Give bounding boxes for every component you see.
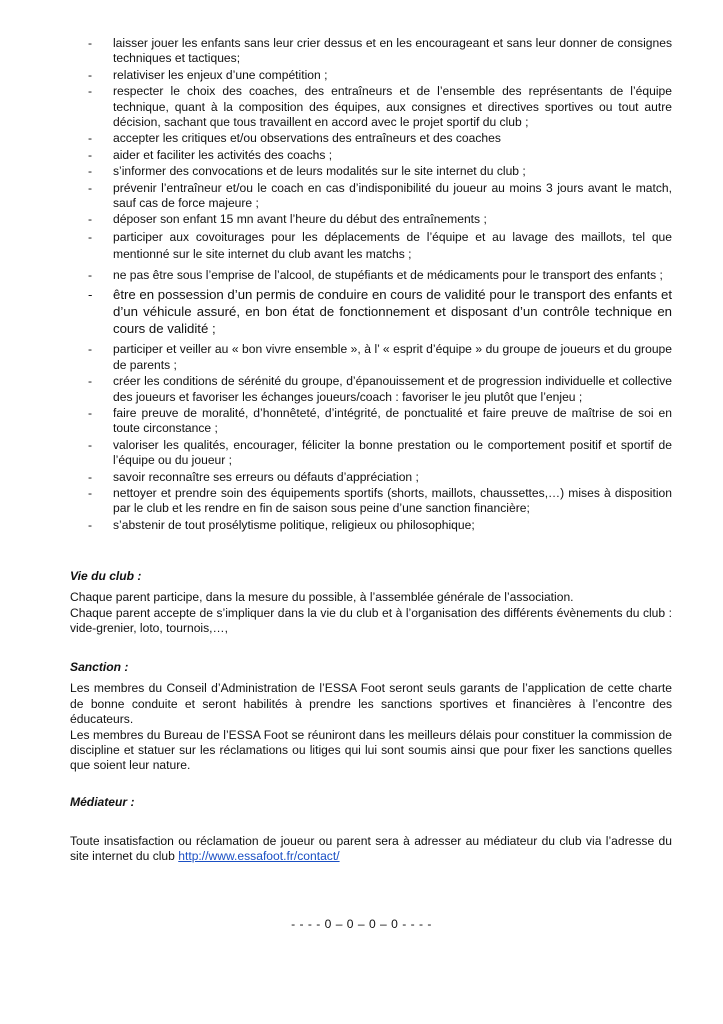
bullet-dash: - [88, 84, 93, 99]
list-item [70, 342, 672, 373]
bullet-dash: - [88, 67, 93, 82]
section-vie-du-club [70, 569, 672, 637]
list-item-text: prévenir l’entraîneur et/ou le coach en cas d’indisponibilité du joueur au moins 3 jours avant le match, sauf cas de force majeure ; [113, 180, 672, 211]
list-item [70, 406, 672, 437]
bullet-dash: - [88, 342, 93, 357]
bullet-dash: - [88, 131, 93, 146]
list-item-text: déposer son enfant 15 mn avant l’heure du début des entraînements ; [113, 212, 487, 227]
bullet-dash: - [88, 469, 93, 484]
rules-list [70, 36, 672, 534]
list-item [70, 229, 672, 263]
bullet-dash: - [88, 405, 93, 420]
list-item-text: valoriser les qualités, encourager, féliciter la bonne prestation ou le comportement positif et sportif de l’équipe ou du joueur ; [113, 437, 672, 468]
section-heading: Médiateur : [70, 795, 135, 809]
paragraph: Chaque parent participe, dans la mesure du possible, à l’assemblée générale de l’association. [70, 590, 574, 605]
list-item-text: savoir reconnaître ses erreurs ou défauts d’appréciation ; [113, 469, 419, 484]
list-item-text: relativiser les enjeux d’une compétition ; [113, 67, 328, 82]
bullet-dash: - [88, 517, 93, 532]
list-item-text: participer aux covoiturages pour les déplacements de l’équipe et au lavage des maillots, tel que mentionné sur le site internet du club avant les matchs ; [113, 229, 672, 261]
list-item [70, 131, 672, 146]
list-item [70, 486, 672, 517]
list-item [70, 268, 672, 283]
list-item [70, 36, 672, 67]
page-footer-separator: - - - - 0 – 0 – 0 – 0 - - - - [291, 917, 432, 931]
list-item [70, 286, 672, 337]
bullet-dash: - [88, 287, 93, 303]
list-item [70, 212, 672, 227]
list-item [70, 181, 672, 212]
bullet-dash: - [88, 164, 93, 179]
list-item-text: s’abstenir de tout prosélytisme politique, religieux ou philosophique; [113, 517, 475, 532]
bullet-dash: - [88, 374, 93, 389]
list-item-text: créer les conditions de sérénité du groupe, d’épanouissement et de progression individuelle et collective des joueurs et favoriser les échanges joueurs/coach : favoriser le jeu plutôt que l’enjeu ; [113, 374, 672, 404]
list-item-text: respecter le choix des coaches, des entraîneurs et de l’ensemble des représentants de l’équipe technique, quant à la composition des équipes, aux consignes et directives sportives ou tout autre décision, sachant que tous travaillent en accord avec le projet sportif du club ; [113, 84, 672, 130]
list-item-text: participer et veiller au « bon vivre ensemble », à l’ « esprit d’équipe » du groupe de joueurs et du groupe de parents ; [113, 342, 672, 372]
list-item-text: aider et faciliter les activités des coachs ; [113, 147, 333, 162]
mediateur-text: Toute insatisfaction ou réclamation de joueur ou parent sera à adresser au médiateur du club via l’adresse du site internet du club [70, 834, 672, 864]
bullet-dash: - [88, 36, 93, 50]
bullet-dash: - [88, 180, 93, 195]
list-item-text: s’informer des convocations et de leurs modalités sur le site internet du club ; [113, 164, 526, 179]
section-mediateur [70, 795, 672, 810]
list-item [70, 518, 672, 533]
list-item [70, 148, 672, 163]
paragraph: Les membres du Conseil d’Administration de l’ESSA Foot seront seuls garants de l’application de cette charte de bonne conduite et seront habilités à prendre les sanctions sportives et financières à l’encontre des éducateurs. [70, 681, 672, 727]
list-item-text: nettoyer et prendre soin des équipements sportifs (shorts, maillots, chaussettes,…) mises à disposition par le club et les rendre en fin de saison sous peine d’une sanction financière; [113, 485, 672, 516]
contact-link[interactable]: http://www.essafoot.fr/contact/ [178, 849, 340, 864]
list-item [70, 84, 672, 130]
bullet-dash: - [88, 267, 93, 282]
paragraph: Les membres du Bureau de l’ESSA Foot se réuniront dans les meilleurs délais pour constituer la commission de discipline et statuer sur les réclamations ou litiges qui lui sont soumis ainsi que pour fixer les sanctions quelles que soient leur nature. [70, 727, 672, 773]
list-item [70, 164, 672, 179]
bullet-dash: - [88, 229, 93, 244]
bullet-dash: - [88, 147, 93, 162]
bullet-dash: - [88, 437, 93, 452]
list-item-text: accepter les critiques et/ou observations des entraîneurs et des coaches [113, 131, 501, 146]
paragraph: Chaque parent accepte de s’impliquer dans la vie du club et à l’organisation des différents évènements du club : vide-grenier, loto, tournois,…, [70, 605, 672, 636]
list-item-text: être en possession d’un permis de conduire en cours de validité pour le transport des enfants et d’un véhicule assuré, en bon état de fonctionnement et disposant d’un contrôle technique en cours de validité ; [113, 287, 672, 337]
list-item [70, 374, 672, 405]
bullet-dash: - [88, 485, 93, 500]
list-item-text: laisser jouer les enfants sans leur crier dessus et en les encourageant et sans leur donner de consignes techniques et tactiques; [113, 36, 672, 66]
section-heading: Vie du club : [70, 569, 142, 583]
list-item-text: faire preuve de moralité, d’honnêteté, d’intégrité, de ponctualité et faire preuve de maîtrise de soi en toute circonstance ; [113, 405, 672, 436]
list-item-text: ne pas être sous l’emprise de l’alcool, de stupéfiants et de médicaments pour le transport des enfants ; [113, 267, 663, 282]
list-item [70, 68, 672, 83]
section-sanction [70, 660, 672, 774]
section-heading: Sanction : [70, 660, 129, 674]
list-item [70, 438, 672, 469]
list-item [70, 470, 672, 485]
bullet-dash: - [88, 212, 93, 227]
mediateur-paragraph [70, 834, 672, 865]
